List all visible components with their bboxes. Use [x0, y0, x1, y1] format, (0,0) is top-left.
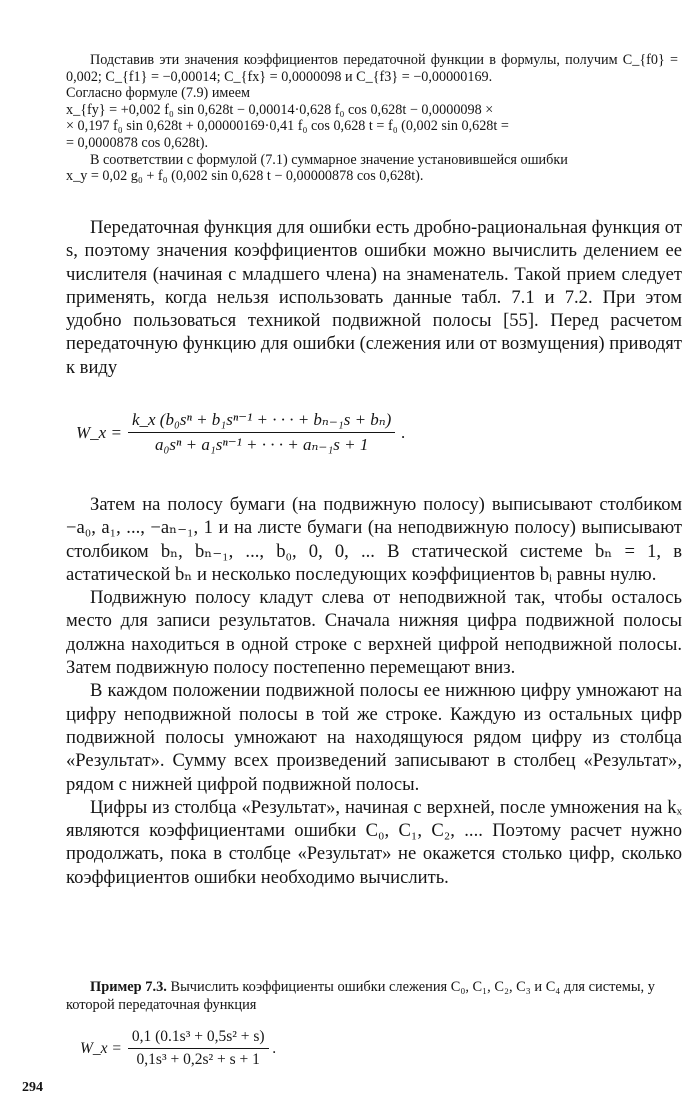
- formula1-fraction: [128, 410, 395, 455]
- paragraph-strip-columns: Затем на полосу бумаги (на подвижную полосу) выписывают столбиком −a₀, a₁, ..., −aₙ₋₁, 1 и на листе бумаги (на неподвижную полосу) выписывают столбиком bₙ, bₙ₋₁, ..., b₀, 0, 0, ... В статической системе bₙ = 1, в астатической bₙ и несколько последующих коэффициентов bᵢ равны нулю.: [66, 494, 682, 585]
- para1-block: [66, 216, 682, 379]
- paragraph-strip-placement: Подвижную полосу кладут слева от неподвижной так, чтобы осталось место для записи результатов. Сначала нижняя цифра подвижной полосы должна находиться в одной строке с верхней цифрой неподвижной полосы. Затем подвижную полосу постепенно перемещают вниз.: [66, 587, 682, 679]
- formula2-fraction: [128, 1028, 269, 1069]
- paras-block: [66, 493, 682, 889]
- example-label: Пример 7.3.: [90, 979, 167, 995]
- paragraph-multiplication: В каждом положении подвижной полосы ее нижнюю цифру умножают на цифру неподвижной полосы в той же строке. Каждую из остальных цифр подвижной полосы умножают на находящуюся рядом цифру из столбца «Результат». Сумму всех произведений записывают в столбец «Результат», рядом с нижней цифрой подвижной полосы.: [66, 680, 682, 795]
- small-line-2: Согласно формуле (7.9) имеем: [66, 85, 250, 102]
- example-paragraph: [66, 978, 682, 1014]
- formula2-numerator: 0,1 (0.1s³ + 0,5s² + s): [128, 1028, 269, 1049]
- small-line-6: В соответствии с формулой (7.1) суммарное значение установившейся ошибки: [90, 151, 568, 168]
- formula2-trailing: .: [272, 1039, 277, 1057]
- small-line-5: = 0,0000878 cos 0,628t).: [66, 134, 208, 151]
- page-number: 294: [22, 1080, 43, 1095]
- formula-wx-example: [80, 1028, 276, 1069]
- formula2-denominator: 0,1s³ + 0,2s² + s + 1: [136, 1051, 260, 1068]
- formula1-numerator: k_x (b₀sⁿ + b₁sⁿ⁻¹ + · · · + bₙ₋₁s + bₙ): [128, 410, 395, 433]
- formula1-denominator: a₀sⁿ + a₁sⁿ⁻¹ + · · · + aₙ₋₁s + 1: [154, 435, 369, 454]
- paragraph-transfer-function: Передаточная функция для ошибки есть дробно-рациональная функция от s, поэтому значения коэффициентов ошибки можно вычислить делением ее числителя (начиная с младшего члена) на знаменатель. Такой прием следует применять, когда нельзя использовать данные табл. 7.1 и 7.2. При этом удобно пользоваться техникой подвижной полосы [55]. Перед расчетом передаточную функцию для ошибки (слежения или от возмущения) приводят к виду: [66, 217, 682, 378]
- formula2-lhs: W_x =: [80, 1039, 122, 1057]
- example-block: [66, 978, 682, 1014]
- small-line-7: x_y = 0,02 g₀ + f₀ (0,002 sin 0,628 t − 0,00000878 cos 0,628t).: [66, 168, 424, 185]
- top-small-text: [66, 52, 678, 185]
- small-line-1: Подставив эти значения коэффициентов передаточной функции в формулы, получим C_{f0} = 0,002; C_{f1} = −0,00014; C_{fx} = 0,0000098 и C_{f3} = −0,00000169.: [66, 52, 678, 85]
- formula1-trailing: .: [401, 422, 406, 442]
- formula1-lhs: W_x =: [76, 422, 122, 442]
- small-line-4: × 0,197 f₀ sin 0,628t + 0,00000169·0,41 f₀ cos 0,628 t = f₀ (0,002 sin 0,628t =: [66, 118, 509, 135]
- formula-wx-general: [76, 410, 406, 455]
- small-line-3: x_{fy} = +0,002 f₀ sin 0,628t − 0,00014·0,628 f₀ cos 0,628t − 0,0000098 ×: [66, 101, 494, 118]
- example-text: Вычислить коэффициенты ошибки слежения C₀, C₁, C₂, C₃ и C₄ для системы, у которой передаточная функция: [66, 979, 655, 1013]
- paragraph-results: Цифры из столбца «Результат», начиная с верхней, после умножения на kₓ являются коэффициентами ошибки C₀, C₁, C₂, .... Поэтому расчет нужно продолжать, пока в столбце «Результат» не окажется столько цифр, сколько коэффициентов ошибки необходимо вычислить.: [66, 796, 682, 888]
